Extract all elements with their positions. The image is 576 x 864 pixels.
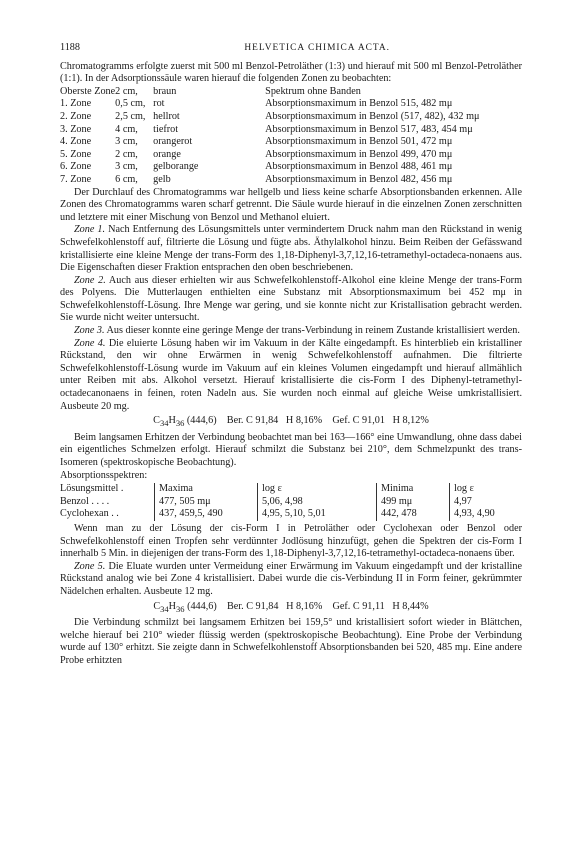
table-row (60, 111, 522, 124)
table-cell: 442, 478 (377, 508, 450, 521)
table-cell: 0,5 cm, (115, 98, 146, 110)
table-cell: Benzol . . . . (60, 495, 110, 507)
table-cell: rot (153, 98, 165, 110)
zone5-paragraph (60, 561, 522, 599)
zone-label: Zone 1. (74, 224, 106, 236)
zone-table (60, 86, 522, 187)
table-cell: 2 cm, (115, 148, 138, 160)
table-cell: 499 mμ (377, 496, 450, 509)
zone-header-cell: Spektrum ohne Banden (265, 85, 361, 97)
table-cell: Cyclohexan . . (60, 508, 119, 520)
zone-label: Zone 5. (74, 560, 106, 572)
table-cell: 5,06, 4,98 (258, 496, 377, 509)
spectra-header-cell: Maxima (155, 483, 258, 496)
formula-element: H (168, 600, 177, 612)
table-cell: 6. Zone (60, 161, 92, 173)
formula-subscript: 34 (159, 418, 169, 429)
paragraph-text: Aus dieser konnte eine geringe Menge der trans-Verbindung in reinem Zustande kristallisiert werden. (104, 325, 520, 337)
table-cell: orange (153, 148, 181, 160)
table-cell: gelb (153, 173, 171, 185)
formula-values: (444,6) Ber. C 91,84 H 8,16% Gef. C 91,11 H 8,44% (184, 600, 429, 612)
paragraph-text: Die Eluate wurden unter Vermeidung einer Erwärmung im Vakuum eingedampft und der kristalline Rückstand analog wie bei Zone 4 kristallisiert. Dabei wurde die cis-Verbindung II in Form feiner, gekrümmter Nädelchen erhalten. Ausbeute 12 mg. (60, 560, 522, 597)
table-row (60, 161, 522, 174)
table-cell: 7. Zone (60, 173, 92, 185)
zone-header-cell: 2 cm, (115, 85, 138, 97)
zone-table-header (60, 86, 522, 99)
formula-element: C (153, 415, 160, 427)
zone-label: Zone 3. (74, 325, 105, 337)
paragraph-text: Auch aus dieser erhielten wir aus Schwefelkohlenstoff-Alkohol eine kleine Menge der trans-Form des Polyens. Die Mutterlaugen enthielten eine Substanz mit Absorptionsmaximum bei 452 mμ in Schwefelkohlenstoff-Lösung. Ihre Menge war gering, und sie konnte nicht zur Kristallisation gebracht werden. Sie wurde nicht weiter untersucht. (60, 274, 523, 324)
zone2-paragraph (60, 275, 522, 325)
zone-header-cell: Oberste Zone (60, 85, 116, 97)
formula-element: H (168, 415, 176, 427)
analysis-formula (60, 415, 522, 430)
final-paragraph: Die Verbindung schmilzt bei langsamem Erhitzen bei 159,5° und kristallisiert sofort wieder in Blättchen, welche hierauf bei 210° wieder flüssig werden (spektroskopische Beobachtung). Eine Probe der Verbindung wurde auf 130° erhitzt. Sie zeigte dann in Schwefelkohlenstoff Absorptionsbanden bei 520, 485 mμ. Eine andere Probe erhitzten (60, 617, 522, 666)
journal-title: HELVETICA CHIMICA ACTA. (244, 43, 390, 53)
table-cell: 3 cm, (115, 161, 138, 173)
zone3-paragraph (60, 325, 522, 338)
durchlauf-paragraph: Der Durchlauf des Chromatogramms war hellgelb und liess keine scharfe Absorptionsbanden erkennen. Alle Zonen des Chromatogramms waren scharf getrennt. Die Säule wurde hierauf in die einzelnen Zonen zerschnitten und letztere mit einer Mischung von Benzol und Methanol eluiert. (60, 186, 522, 223)
spectra-header-cell: log ε (450, 483, 519, 496)
analysis-formula (60, 601, 522, 616)
intro-paragraph: Chromatogramms erfolgte zuerst mit 500 ml Benzol-Petroläther (1:3) und hierauf mit 500 ml Benzol-Petroläther (1:1). In der Adsorptionssäule waren hierauf die folgenden Zonen zu beobachten: (60, 60, 522, 85)
table-cell: 4. Zone (60, 136, 92, 148)
table-row (60, 98, 522, 111)
table-cell: 4,93, 4,90 (450, 508, 519, 521)
table-row (60, 496, 518, 509)
table-cell: hellrot (153, 110, 180, 122)
table-cell: gelborange (153, 161, 199, 173)
formula-subscript: 36 (175, 418, 185, 429)
table-cell: 2. Zone (60, 110, 92, 122)
erhitzen-paragraph: Beim langsamen Erhitzen der Verbindung beobachtet man bei 163—166° eine Umwandlung, ohne dass dabei ein eigentliches Schmelzen erfolgt. Hierauf schmilzt die Substanz bei 210°, dem Schmelzpunkt des trans-Isomeren (spektroskopische Beobachtung). (60, 431, 522, 469)
table-cell: 5. Zone (60, 148, 92, 160)
table-cell: 4,95, 5,10, 5,01 (258, 508, 377, 521)
table-cell: tiefrot (153, 123, 179, 135)
paragraph-text: Nach Entfernung des Lösungsmittels unter vermindertem Druck nahm man den Rückstand in wenig Schwefelkohlenstoff auf, filtrierte die Lösung und fügte abs. Äthylalkohol hinzu. Beim Reiben der Gefässwand kristallisierte eine kleine Menge der trans-Form des 1,18-Diphenyl-3,7,12,16-tetramethyl-octadeca-nonaens aus. Die Eigenschaften dieser Fraktion entsprachen den oben beschriebenen. (60, 224, 523, 274)
running-header (60, 42, 522, 55)
table-cell: Absorptionsmaximum in Benzol (517, 482), 432 mμ (265, 110, 480, 122)
spectra-table (60, 483, 518, 521)
table-cell: Absorptionsmaximum in Benzol 482, 456 mμ (265, 173, 453, 185)
page-number: 1188 (60, 42, 80, 53)
formula-values: (444,6) Ber. C 91,84 H 8,16% Gef. C 91,01 H 8,12% (184, 415, 429, 427)
table-row (60, 508, 518, 521)
spectra-header (60, 483, 518, 496)
table-cell: orangerot (153, 136, 193, 148)
zone-header-cell: braun (153, 85, 177, 97)
table-cell: 4 cm, (115, 123, 138, 135)
spectra-label: Absorptionsspektren: (60, 469, 148, 481)
table-row (60, 149, 522, 162)
formula-subscript: 34 (160, 603, 169, 614)
table-cell: Absorptionsmaximum in Benzol 488, 461 mμ (265, 161, 453, 173)
spectra-header-cell: Lösungsmittel . (60, 483, 124, 495)
page (60, 42, 522, 668)
table-cell: Absorptionsmaximum in Benzol 499, 470 mμ (265, 148, 453, 160)
table-cell: 2,5 cm, (115, 110, 146, 122)
table-cell: 1. Zone (60, 98, 92, 110)
table-cell: Absorptionsmaximum in Benzol 517, 483, 454 mμ (265, 123, 473, 135)
zone-label: Zone 4. (74, 337, 106, 349)
formula-subscript: 36 (176, 603, 185, 614)
table-cell: Absorptionsmaximum in Benzol 501, 472 mμ (265, 136, 453, 148)
jod-paragraph: Wenn man zu der Lösung der cis-Form I in Petroläther oder Cyclohexan oder Benzol oder Schwefelkohlenstoff einen Tropfen sehr verdünnter Jodlösung hinzufügt, gehen die Spektren der cis-Form I innerhalb 5 Min. in diejenigen der trans-Form des 1,18-Diphenyl-3,7,12,16-tetramethyl-octadeca-nonaens über. (60, 523, 522, 560)
table-cell: 3. Zone (60, 123, 92, 135)
table-cell: 437, 459,5, 490 (155, 508, 258, 521)
table-cell: 6 cm, (115, 173, 138, 185)
spectra-header-cell: log ε (258, 483, 377, 496)
zone1-paragraph (60, 224, 522, 274)
spectra-header-cell: Minima (377, 483, 450, 496)
table-cell: 477, 505 mμ (155, 496, 258, 509)
table-row (60, 124, 522, 137)
zone-label: Zone 2. (74, 274, 106, 286)
table-cell: Absorptionsmaximum in Benzol 515, 482 mμ (265, 98, 453, 110)
table-cell: 3 cm, (115, 136, 138, 148)
table-row (60, 174, 522, 187)
paragraph-text: Die eluierte Lösung haben wir im Vakuum in der Kälte eingedampft. Es hinterblieb ein kristalliner Rückstand, den wir ohne Erwärmen in wenig Schwefelkohlenstoff aufnahmen. Die filtrierte Schwefelkohlenstoff-Lösung wurde im Vakuum auf ein kleines Volumen eingedampft und hierauf allmählich unter Reiben mit abs. Alkohol versetzt. Hierauf kristallisierte die cis-Form I des Diphenyl-tetramethyl-octadecanonaens in feinen, roten Nadeln aus. Sie wurden noch einmal auf gleiche Weise umkristallisiert. Ausbeute 20 mg. (60, 337, 522, 412)
zone4-paragraph (60, 338, 522, 414)
table-cell: 4,97 (450, 496, 519, 509)
table-row (60, 136, 522, 149)
formula-element: C (153, 600, 161, 612)
